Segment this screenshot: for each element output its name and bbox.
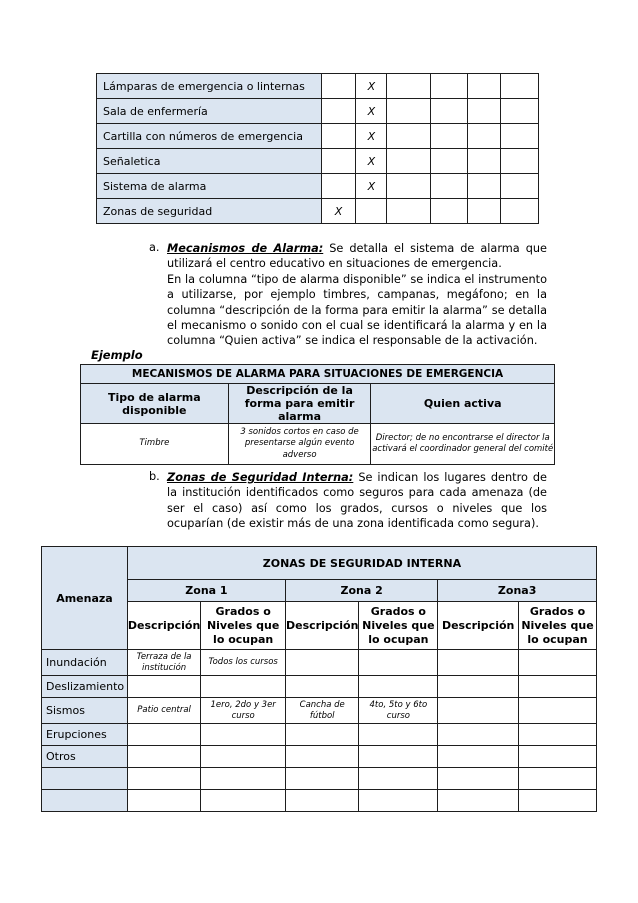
amenaza-cell — [42, 768, 128, 790]
resource-row — [97, 124, 539, 149]
alarm-type-header: Tipo de alarma disponible — [81, 384, 229, 424]
resource-row — [97, 74, 539, 99]
zone-cell — [438, 746, 519, 768]
zone-cell — [519, 724, 597, 746]
zone-3-header: Zona3 — [438, 580, 597, 602]
resource-mark-cell — [431, 149, 468, 174]
resource-mark-cell — [321, 74, 356, 99]
zone-cell — [359, 790, 438, 812]
resource-mark-cell — [387, 74, 431, 99]
zone-row — [42, 768, 597, 790]
alarm-activator-cell: Director; de no encontrarse el director la activará el coordinador general del comité — [371, 424, 555, 465]
resource-mark-cell — [468, 124, 501, 149]
section-b-heading: Zonas de Seguridad Interna: — [167, 471, 354, 484]
resource-mark-cell — [321, 124, 356, 149]
resource-mark-cell — [468, 149, 501, 174]
example-label: Ejemplo — [91, 348, 143, 362]
zone-cell — [519, 698, 597, 724]
resource-label: Zonas de seguridad — [97, 199, 322, 224]
zone-row — [42, 790, 597, 812]
zone-cell — [438, 698, 519, 724]
zone-1-grades-header: Grados o Niveles que lo ocupan — [201, 602, 286, 650]
resource-mark-cell — [468, 74, 501, 99]
resource-label: Cartilla con números de emergencia — [97, 124, 322, 149]
zone-cell — [201, 768, 286, 790]
zone-row — [42, 746, 597, 768]
zone-cell — [127, 768, 200, 790]
resource-mark-cell — [321, 174, 356, 199]
resource-mark-cell: X — [356, 149, 387, 174]
resource-label: Sistema de alarma — [97, 174, 322, 199]
alarm-type-cell: Timbre — [81, 424, 229, 465]
safety-zones-table — [41, 546, 597, 812]
alarm-description-cell: 3 sonidos cortos en caso de presentarse algún evento adverso — [228, 424, 371, 465]
alarm-description-header: Descripción de la forma para emitir alarma — [228, 384, 371, 424]
alarm-table-title: MECANISMOS DE ALARMA PARA SITUACIONES DE EMERGENCIA — [81, 365, 555, 384]
zone-cell — [201, 724, 286, 746]
section-b-marker: b. — [149, 470, 160, 483]
resource-label: Señaletica — [97, 149, 322, 174]
resource-label: Sala de enfermería — [97, 99, 322, 124]
resource-mark-cell — [431, 174, 468, 199]
resource-mark-cell — [387, 174, 431, 199]
amenaza-cell: Sismos — [42, 698, 128, 724]
resource-mark-cell — [321, 99, 356, 124]
zone-cell — [127, 676, 200, 698]
zone-cell: Todos los cursos — [201, 650, 286, 676]
zone-cell: 1ero, 2do y 3er curso — [201, 698, 286, 724]
zone-cell — [438, 790, 519, 812]
section-b-paragraph — [167, 470, 547, 532]
section-a-paragraph — [167, 241, 547, 349]
resource-mark-cell — [468, 174, 501, 199]
zone-cell — [286, 746, 359, 768]
zone-cell: 4to, 5to y 6to curso — [359, 698, 438, 724]
zone-cell — [359, 768, 438, 790]
resource-row — [97, 99, 539, 124]
zone-cell — [359, 724, 438, 746]
resource-mark-cell — [431, 124, 468, 149]
resource-label: Lámparas de emergencia o linternas — [97, 74, 322, 99]
zone-cell — [438, 676, 519, 698]
resource-mark-cell — [387, 149, 431, 174]
resource-mark-cell: X — [321, 199, 356, 224]
resource-row — [97, 199, 539, 224]
zone-1-header: Zona 1 — [127, 580, 285, 602]
zone-cell — [519, 768, 597, 790]
zone-cell — [127, 790, 200, 812]
zone-cell: Cancha de fútbol — [286, 698, 359, 724]
zone-cell — [201, 790, 286, 812]
zone-cell — [127, 746, 200, 768]
resource-mark-cell: X — [356, 174, 387, 199]
zone-cell — [519, 676, 597, 698]
amenaza-cell: Deslizamiento — [42, 676, 128, 698]
section-b-text: Se indican los lugares dentro de la institución identificados como seguros para cada amenaza (de ser el caso) así como los grados, cursos o niveles que los ocuparían (de existir más de una zona identificada como segura). — [167, 471, 547, 531]
resource-mark-cell — [431, 99, 468, 124]
resource-mark-cell — [431, 199, 468, 224]
zone-row — [42, 698, 597, 724]
zone-cell — [519, 790, 597, 812]
resource-mark-cell — [501, 124, 539, 149]
section-a-body: En la columna “tipo de alarma disponible” se indica el instrumento a utilizarse, por ejemplo timbres, campanas, megáfono; en la columna “descripción de la forma para emitir la alarma” se detalla el mecanismo o sonido con el cual se identificará la alarma y en la columna “Quien activa” se indica el responsable de la activación. — [167, 272, 547, 348]
resource-mark-cell — [387, 199, 431, 224]
zone-row — [42, 724, 597, 746]
section-a-lead: Se detalla el sistema de alarma que utilizará el centro educativo en situaciones de emergencia. — [167, 242, 547, 271]
amenaza-cell: Inundación — [42, 650, 128, 676]
alarm-activator-header: Quien activa — [371, 384, 555, 424]
zone-cell — [359, 676, 438, 698]
resources-table — [96, 73, 539, 224]
resource-mark-cell — [387, 99, 431, 124]
section-a-heading: Mecanismos de Alarma: — [167, 242, 324, 255]
zone-row — [42, 676, 597, 698]
amenaza-header: Amenaza — [42, 547, 128, 650]
amenaza-cell: Erupciones — [42, 724, 128, 746]
zone-cell — [201, 676, 286, 698]
resource-mark-cell — [501, 174, 539, 199]
zone-1-description-header: Descripción — [127, 602, 200, 650]
zone-cell — [286, 676, 359, 698]
amenaza-cell: Otros — [42, 746, 128, 768]
zone-3-description-header: Descripción — [438, 602, 519, 650]
zone-cell — [438, 650, 519, 676]
zone-3-grades-header: Grados o Niveles que lo ocupan — [519, 602, 597, 650]
resource-mark-cell — [431, 74, 468, 99]
zone-2-grades-header: Grados o Niveles que lo ocupan — [359, 602, 438, 650]
resource-mark-cell — [468, 199, 501, 224]
zone-cell — [438, 768, 519, 790]
resource-mark-cell — [501, 99, 539, 124]
zone-2-header: Zona 2 — [286, 580, 438, 602]
resource-mark-cell — [501, 149, 539, 174]
zone-cell — [201, 746, 286, 768]
zone-cell — [359, 650, 438, 676]
zone-2-description-header: Descripción — [286, 602, 359, 650]
zones-title: ZONAS DE SEGURIDAD INTERNA — [127, 547, 596, 580]
resource-row — [97, 149, 539, 174]
resource-mark-cell — [321, 149, 356, 174]
zone-cell — [286, 790, 359, 812]
zone-cell — [519, 650, 597, 676]
zone-cell: Patio central — [127, 698, 200, 724]
resource-mark-cell — [468, 99, 501, 124]
zone-cell — [286, 724, 359, 746]
resource-mark-cell: X — [356, 99, 387, 124]
resource-row — [97, 174, 539, 199]
zone-row — [42, 650, 597, 676]
zone-cell — [359, 746, 438, 768]
resource-mark-cell — [387, 124, 431, 149]
resource-mark-cell — [356, 199, 387, 224]
resource-mark-cell: X — [356, 74, 387, 99]
zone-cell — [286, 768, 359, 790]
section-a-marker: a. — [149, 241, 160, 254]
alarm-mechanisms-table — [80, 364, 555, 465]
zone-cell — [438, 724, 519, 746]
zone-cell: Terraza de la institución — [127, 650, 200, 676]
resource-mark-cell — [501, 199, 539, 224]
amenaza-cell — [42, 790, 128, 812]
zone-cell — [519, 746, 597, 768]
resource-mark-cell: X — [356, 124, 387, 149]
zone-cell — [286, 650, 359, 676]
zone-cell — [127, 724, 200, 746]
resource-mark-cell — [501, 74, 539, 99]
